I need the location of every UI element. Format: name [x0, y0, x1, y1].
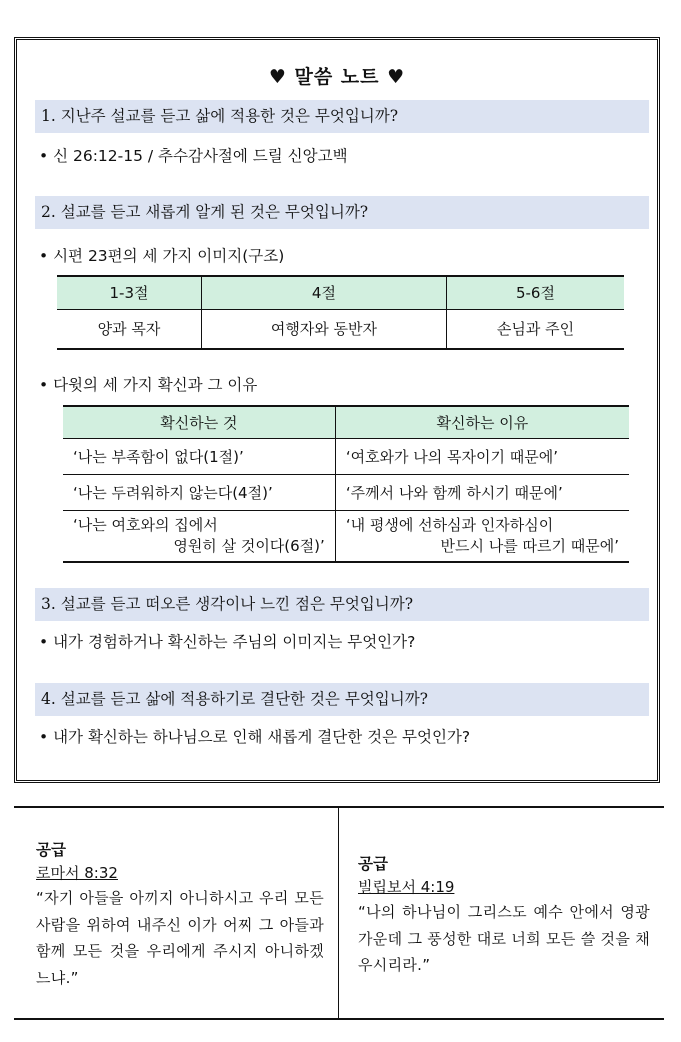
- answer-1: • 신 26:12-15 / 추수감사절에 드릴 신앙고백: [39, 147, 348, 165]
- table-cell: ‘주께서 나와 함께 하시기 때문에’: [335, 474, 629, 510]
- confidence-table: [63, 405, 629, 563]
- question-1: 1. 지난주 설교를 듣고 삶에 적용한 것은 무엇입니까?: [35, 100, 649, 133]
- verse-block-left: [36, 838, 324, 991]
- table-cell: ‘여호와가 나의 목자이기 때문에’: [335, 438, 629, 474]
- cell-line: 영원히 살 것이다(6절)’: [173, 536, 325, 555]
- table-header-cell: 1-3절: [57, 276, 201, 309]
- bullet-psalm-structure: • 시편 23편의 세 가지 이미지(구조): [39, 247, 285, 265]
- footer-divider: [338, 808, 339, 1018]
- verse-label: 공급: [358, 855, 388, 873]
- verse-reference: 빌립보서 4:19: [358, 878, 455, 896]
- table-cell: 여행자와 동반자: [201, 309, 446, 349]
- table-cell: [63, 510, 335, 562]
- cell-line: 반드시 나를 따르기 때문에’: [440, 536, 619, 555]
- table-header-cell: 확신하는 것: [63, 406, 335, 438]
- table-cell: 손님과 주인: [446, 309, 624, 349]
- verse-reference: 로마서 8:32: [36, 864, 118, 882]
- sermon-note-box: [14, 37, 660, 783]
- table-cell: 양과 목자: [57, 309, 201, 349]
- table-cell: ‘나는 두려워하지 않는다(4절)’: [63, 474, 335, 510]
- table-row: [63, 438, 629, 474]
- answer-3: • 내가 경험하거나 확신하는 주님의 이미지는 무엇인가?: [39, 633, 416, 651]
- table-header-cell: 4절: [201, 276, 446, 309]
- answer-4: • 내가 확신하는 하나님으로 인해 새롭게 결단한 것은 무엇인가?: [39, 728, 471, 746]
- table-cell: ‘나는 부족함이 없다(1절)’: [63, 438, 335, 474]
- verse-text: “자기 아들을 아끼지 아니하시고 우리 모든 사람을 위하여 내주신 이가 어찌 그 아들과 함께 모든 것을 우리에게 주시지 아니하겠느냐.”: [36, 889, 324, 987]
- table-header-cell: 5-6절: [446, 276, 624, 309]
- question-2: 2. 설교를 듣고 새롭게 알게 된 것은 무엇입니까?: [35, 196, 649, 229]
- verse-block-right: [358, 852, 650, 979]
- table-cell: [335, 510, 629, 562]
- bullet-david-confidence: • 다윗의 세 가지 확신과 그 이유: [39, 376, 258, 394]
- verse-footer: [14, 806, 664, 1020]
- psalm-structure-table: [57, 275, 624, 350]
- table-row: [63, 474, 629, 510]
- cell-line: ‘내 평생에 선하심과 인자하심이: [345, 515, 554, 534]
- verse-text: “나의 하나님이 그리스도 예수 안에서 영광 가운데 그 풍성한 대로 너희 모든 쓸 것을 채우시리라.”: [358, 903, 650, 974]
- table-header-cell: 확신하는 이유: [335, 406, 629, 438]
- question-3: 3. 설교를 듣고 떠오른 생각이나 느낀 점은 무엇입니까?: [35, 588, 649, 621]
- table-row: [63, 510, 629, 562]
- verse-label: 공급: [36, 841, 66, 859]
- question-4: 4. 설교를 듣고 삶에 적용하기로 결단한 것은 무엇입니까?: [35, 683, 649, 716]
- note-title: ♥ 말씀 노트 ♥: [268, 66, 406, 88]
- cell-line: ‘나는 여호와의 집에서: [73, 515, 218, 534]
